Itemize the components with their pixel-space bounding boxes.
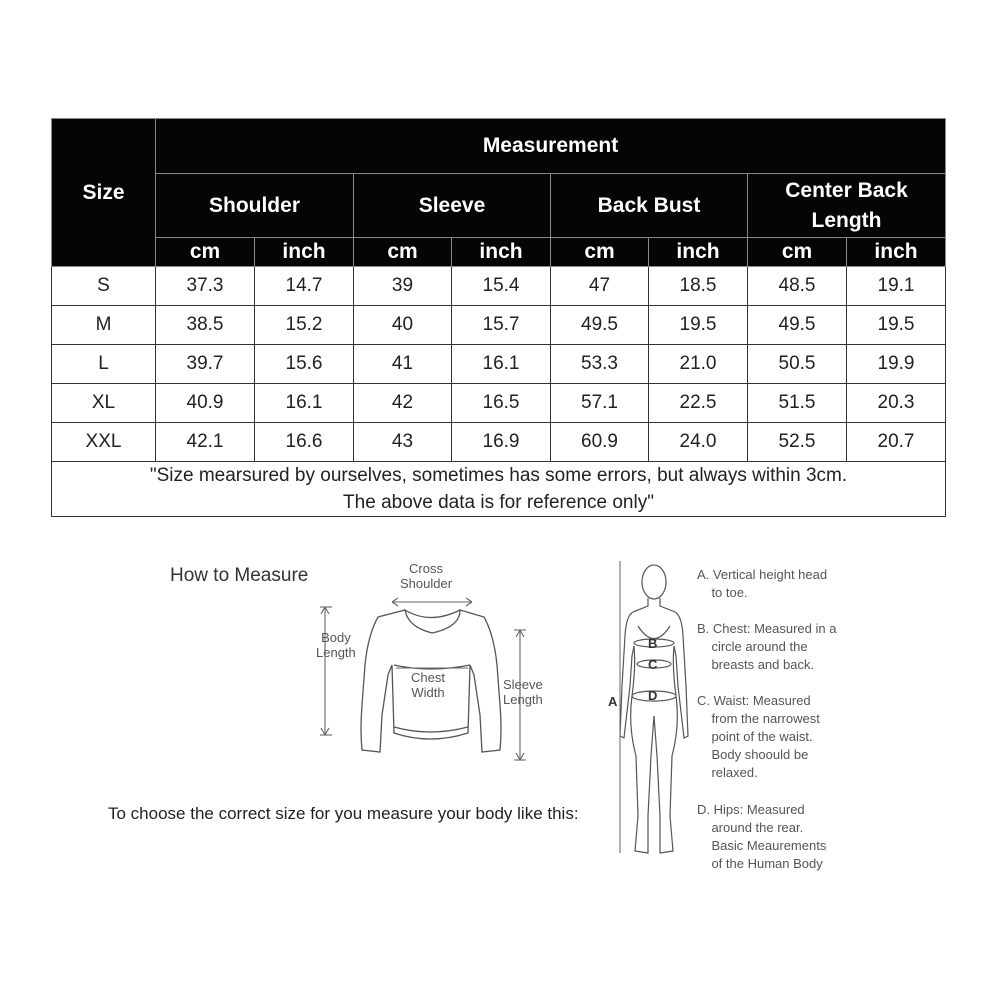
value-cell: 40 xyxy=(354,306,452,345)
size-header: Size xyxy=(52,119,156,267)
value-cell: 16.6 xyxy=(255,423,354,462)
label-chest-width: Chest Width xyxy=(411,670,445,700)
value-cell: 41 xyxy=(354,345,452,384)
value-cell: 42 xyxy=(354,384,452,423)
value-cell: 19.9 xyxy=(847,345,946,384)
table-body xyxy=(52,267,946,462)
legend-c: C. Waist: Measured from the narrowest point of the waist. Body shoould be relaxed. xyxy=(697,693,820,780)
group-header-shoulder: Shoulder xyxy=(156,174,354,238)
size-cell: S xyxy=(52,267,156,306)
value-cell: 39.7 xyxy=(156,345,255,384)
measurement-header: Measurement xyxy=(156,119,946,174)
value-cell: 43 xyxy=(354,423,452,462)
unit-header: cm xyxy=(354,238,452,267)
unit-header: inch xyxy=(255,238,354,267)
unit-header: cm xyxy=(156,238,255,267)
unit-header: inch xyxy=(847,238,946,267)
how-to-measure-title: How to Measure xyxy=(170,565,309,586)
legend-a: A. Vertical height head to toe. xyxy=(697,567,828,600)
unit-header: cm xyxy=(551,238,649,267)
unit-header: inch xyxy=(452,238,551,267)
letter-d: D xyxy=(648,688,658,703)
value-cell: 22.5 xyxy=(649,384,748,423)
value-cell: 24.0 xyxy=(649,423,748,462)
label-sleeve-length: Sleeve Length xyxy=(503,677,543,707)
table-row xyxy=(52,384,946,423)
value-cell: 20.3 xyxy=(847,384,946,423)
size-cell: XXL xyxy=(52,423,156,462)
value-cell: 50.5 xyxy=(748,345,847,384)
value-cell: 16.9 xyxy=(452,423,551,462)
note-line-2: The above data is for reference only" xyxy=(343,492,654,513)
table-note xyxy=(52,462,946,517)
legend-b: B. Chest: Measured in a circle around the breasts and back. xyxy=(697,621,837,672)
unit-header: cm xyxy=(748,238,847,267)
choose-size-text: To choose the correct size for you measure your body like this: xyxy=(108,804,579,823)
note-line-1: "Size mearsured by ourselves, sometimes has some errors, but always within 3cm. xyxy=(149,465,848,486)
label-cross-shoulder: Cross Shoulder xyxy=(400,561,453,591)
value-cell: 18.5 xyxy=(649,267,748,306)
value-cell: 16.5 xyxy=(452,384,551,423)
value-cell: 21.0 xyxy=(649,345,748,384)
size-cell: L xyxy=(52,345,156,384)
value-cell: 49.5 xyxy=(748,306,847,345)
value-cell: 15.7 xyxy=(452,306,551,345)
value-cell: 19.1 xyxy=(847,267,946,306)
group-header-back-bust: Back Bust xyxy=(551,174,748,238)
value-cell: 20.7 xyxy=(847,423,946,462)
value-cell: 39 xyxy=(354,267,452,306)
letter-a: A xyxy=(608,694,618,709)
value-cell: 15.2 xyxy=(255,306,354,345)
group-header-center-back-length: Center Back Length xyxy=(748,174,946,238)
size-chart-table xyxy=(51,118,946,517)
value-cell: 15.4 xyxy=(452,267,551,306)
value-cell: 47 xyxy=(551,267,649,306)
value-cell: 19.5 xyxy=(649,306,748,345)
value-cell: 42.1 xyxy=(156,423,255,462)
size-cell: M xyxy=(52,306,156,345)
value-cell: 49.5 xyxy=(551,306,649,345)
label-body-length: Body Length xyxy=(316,630,356,660)
value-cell: 51.5 xyxy=(748,384,847,423)
table-row xyxy=(52,306,946,345)
value-cell: 52.5 xyxy=(748,423,847,462)
value-cell: 40.9 xyxy=(156,384,255,423)
value-cell: 16.1 xyxy=(452,345,551,384)
letter-c: C xyxy=(648,657,658,672)
legend-d: D. Hips: Measured around the rear. Basic Meaurements of the Human Body xyxy=(697,802,827,871)
value-cell: 48.5 xyxy=(748,267,847,306)
value-cell: 53.3 xyxy=(551,345,649,384)
value-cell: 37.3 xyxy=(156,267,255,306)
letter-b: B xyxy=(648,636,658,651)
value-cell: 15.6 xyxy=(255,345,354,384)
value-cell: 19.5 xyxy=(847,306,946,345)
value-cell: 60.9 xyxy=(551,423,649,462)
unit-header: inch xyxy=(649,238,748,267)
value-cell: 16.1 xyxy=(255,384,354,423)
value-cell: 38.5 xyxy=(156,306,255,345)
group-header-sleeve: Sleeve xyxy=(354,174,551,238)
table-row xyxy=(52,267,946,306)
value-cell: 57.1 xyxy=(551,384,649,423)
size-cell: XL xyxy=(52,384,156,423)
table-row xyxy=(52,345,946,384)
value-cell: 14.7 xyxy=(255,267,354,306)
table-row xyxy=(52,423,946,462)
